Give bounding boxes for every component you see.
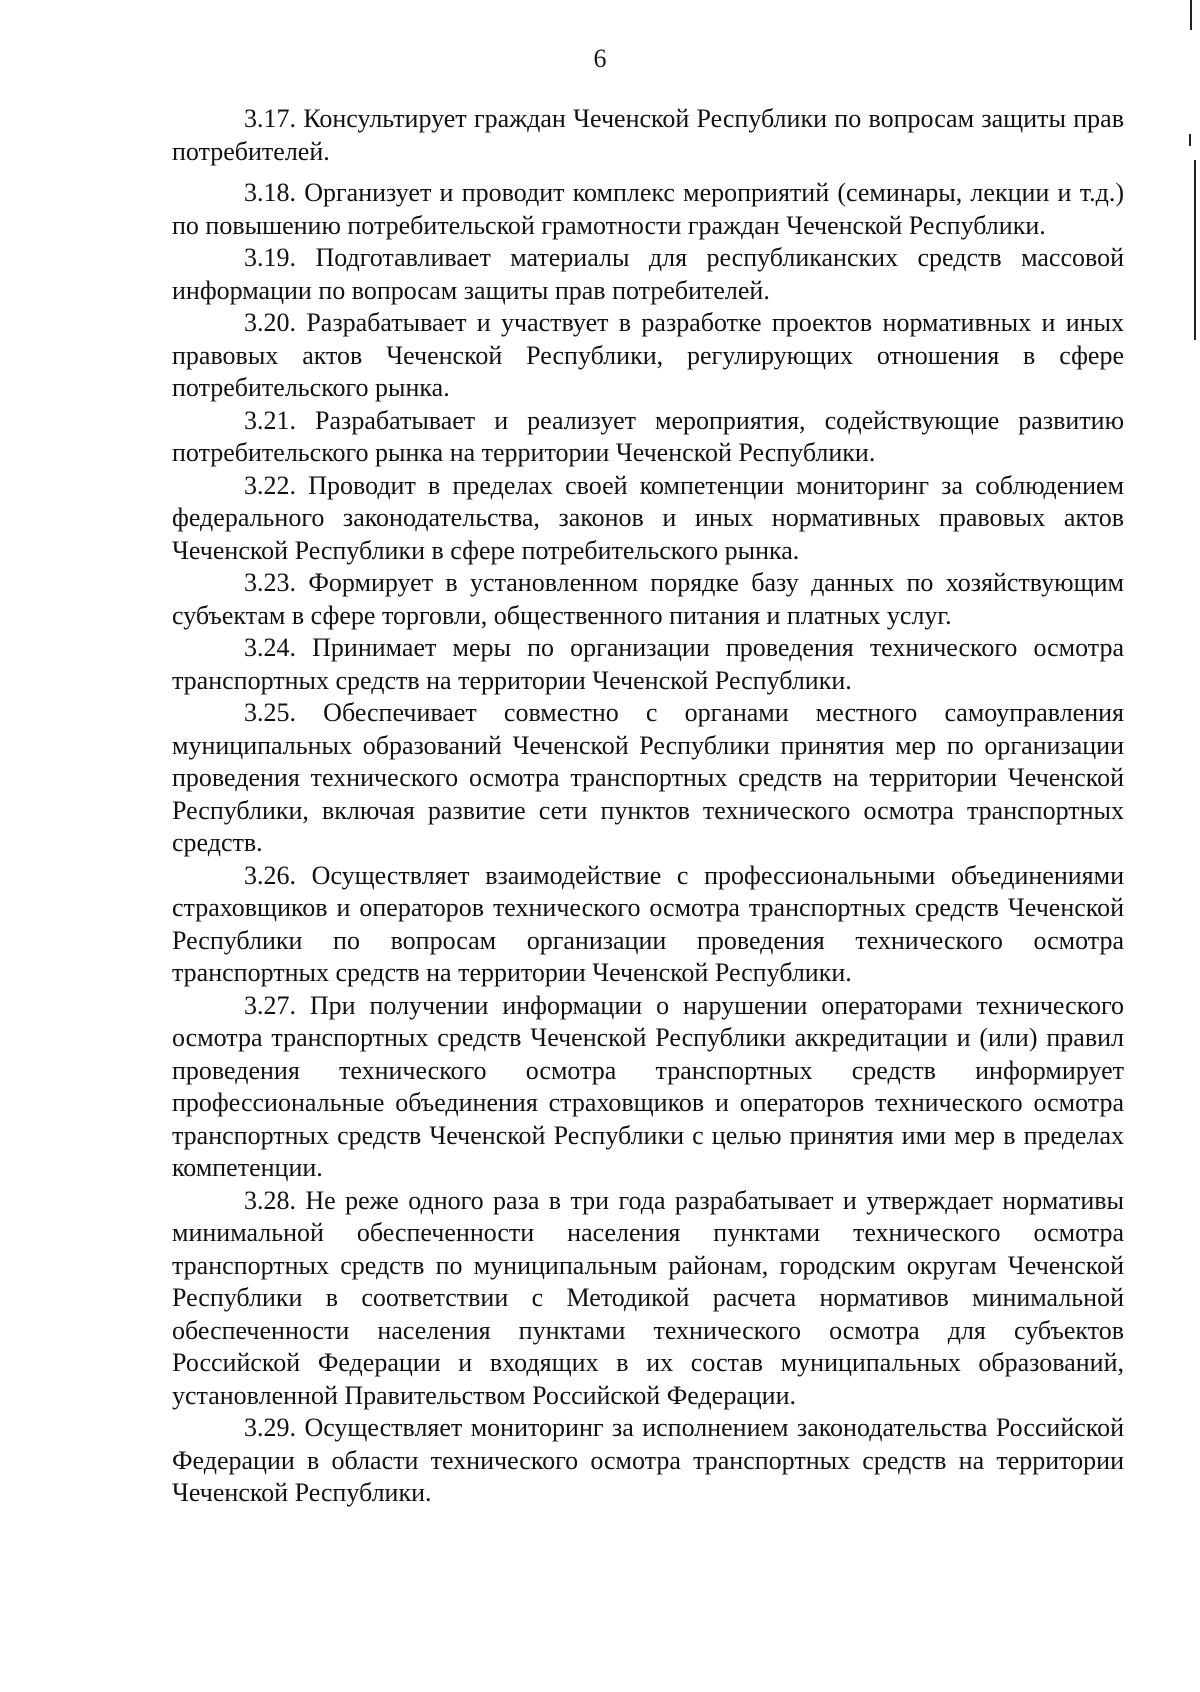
paragraph-3-17: 3.17. Консультирует граждан Чеченской Республики по вопросам защиты прав потребителей. (172, 104, 1124, 166)
paragraph-3-23: 3.23. Формирует в установленном порядке базу данных по хозяйствующим субъектам в сфере торговли, общественного питания и платных услуг. (172, 568, 1124, 630)
scan-edge-line (1194, 160, 1196, 340)
paragraph-3-18: 3.18. Организует и проводит комплекс мероприятий (семинары, лекции и т.д.) по повышению потребительской грамотности граждан Чеченской Республики. (172, 178, 1124, 240)
scan-edge-mark (1189, 134, 1191, 146)
paragraph-3-21: 3.21. Разрабатывает и реализует мероприятия, содействующие развитию потребительского рынка на территории Чеченской Республики. (172, 405, 1124, 467)
paragraph-3-28: 3.28. Не реже одного раза в три года разрабатывает и утверждает нормативы минимальной обеспеченности населения пунктами технического осмотра транспортных средств по муниципальным районам, городским округам Чеченской Республики в соответствии с Методикой расчета нормативов минимальной обеспеченности населения пунктами технического осмотра для субъектов Российской Федерации и входящих в их состав муниципальных образований, установленной Правительством Российской Федерации. (172, 1185, 1124, 1410)
paragraph-3-25: 3.25. Обеспечивает совместно с органами местного самоуправления муниципальных образований Чеченской Республики принятия мер по организации проведения технического осмотра транспортных средств на территории Чеченской Республики, включая развитие сети пунктов технического осмотра транспортных средств. (172, 698, 1124, 857)
page-number: 6 (593, 44, 607, 73)
paragraph-3-27: 3.27. При получении информации о нарушении операторами технического осмотра транспортных средств Чеченской Республики аккредитации и (или) правил проведения технического осмотра транспортных средств информирует профессиональные объединения страховщиков и операторов технического осмотра транспортных средств Чеченской Республики с целью принятия ими мер в пределах компетенции. (172, 990, 1124, 1182)
scan-edge-mark (1190, 0, 1192, 30)
paragraph-3-29: 3.29. Осуществляет мониторинг за исполнением законодательства Российской Федерации в области технического осмотра транспортных средств на территории Чеченской Республики. (172, 1413, 1124, 1507)
paragraph-3-19: 3.19. Подготавливает материалы для республиканских средств массовой информации по вопросам защиты прав потребителей. (172, 243, 1124, 305)
paragraph-3-22: 3.22. Проводит в пределах своей компетенции мониторинг за соблюдением федерального законодательства, законов и иных нормативных правовых актов Чеченской Республики в сфере потребительского рынка. (172, 470, 1124, 565)
paragraph-3-26: 3.26. Осуществляет взаимодействие с профессиональными объединениями страховщиков и операторов технического осмотра транспортных средств Чеченской Республики по вопросам организации проведения технического осмотра транспортных средств на территории Чеченской Республики. (172, 860, 1124, 987)
document-body (172, 103, 1124, 1510)
paragraph-3-20: 3.20. Разрабатывает и участвует в разработке проектов нормативных и иных правовых актов Чеченской Республики, регулирующих отношения в сфере потребительского рынка. (172, 308, 1124, 402)
paragraph-3-24: 3.24. Принимает меры по организации проведения технического осмотра транспортных средств на территории Чеченской Республики. (172, 633, 1124, 695)
